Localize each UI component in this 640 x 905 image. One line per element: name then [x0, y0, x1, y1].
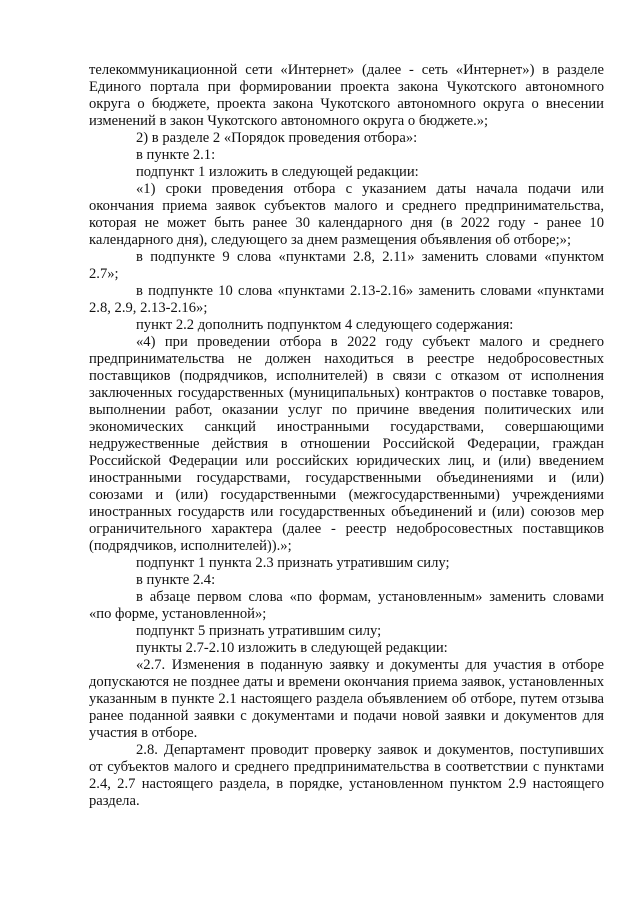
- document-page: [89, 62, 604, 810]
- paragraph-subpoint-9: в подпункте 9 слова «пунктами 2.8, 2.11» заменить словами «пунктом 2.7»;: [89, 249, 604, 282]
- paragraph-point-2-4: в пункте 2.4:: [136, 572, 216, 588]
- paragraph-subpoint-4-text: «4) при проведении отбора в 2022 году субъект малого и среднего предпринимательства не должен находиться в реестре недобросовестных поставщиков (подрядчиков, исполнителей) в связи с отказом от исполнения заключенных государственных (муниципальных) контрактов о поставке товаров, выполнении работ, оказании услуг по причине введения политических или экономических санкций иностранными государствами, совершающими недружественные действия в отношении Российской Федерации, граждан Российской Федерации или российских юридических лиц, и (или) введением иностранными государствами, государственными объединениями и (или) союзами и (или) государственными (межгосударственными) учреждениями иностранных государств или государственных объединений и (или) союзов мер ограничительного характера (далее - реестр недобросовестных поставщиков (подрядчиков, исполнителей)).»;: [89, 334, 604, 554]
- paragraph-subpoint-10: в подпункте 10 слова «пунктами 2.13-2.16» заменить словами «пунктами 2.8, 2.9, 2.13-2.16»;: [89, 283, 604, 316]
- paragraph-subpoint-5: подпункт 5 признать утратившим силу;: [136, 623, 382, 639]
- paragraph-subpoint-1: подпункт 1 изложить в следующей редакции:: [136, 164, 419, 180]
- paragraph-point-2-2: пункт 2.2 дополнить подпунктом 4 следующего содержания:: [136, 317, 514, 333]
- paragraph-point-2-3: подпункт 1 пункта 2.3 признать утратившим силу;: [136, 555, 450, 571]
- paragraph-section-2: 2) в разделе 2 «Порядок проведения отбора»:: [136, 130, 418, 146]
- paragraph-first-abzac: в абзаце первом слова «по формам, установленным» заменить словами «по форме, установленной»;: [89, 589, 604, 622]
- paragraph-points-2-7-2-10: пункты 2.7-2.10 изложить в следующей редакции:: [136, 640, 448, 656]
- paragraph-point-2-8: 2.8. Департамент проводит проверку заявок и документов, поступивших от субъектов малого и среднего предпринимательства в соответствии с пунктами 2.4, 2.7 настоящего раздела, в порядке, установленном пунктом 2.9 настоящего раздела.: [89, 742, 604, 809]
- paragraph-subpoint-1-text: «1) сроки проведения отбора с указанием даты начала подачи или окончания приема заявок субъектов малого и среднего предпринимательства, которая не может быть ранее 30 календарного дня (в 2022 году - ранее 10 календарного дня), следующего за днем размещения объявления об отборе;»;: [89, 181, 604, 248]
- paragraph-continuation: телекоммуникационной сети «Интернет» (далее - сеть «Интернет») в разделе Единого портала при формировании проекта закона Чукотского автономного округа о бюджете, проекта закона Чукотского автономного округа о внесении изменений в закон Чукотского автономного округа о бюджете.»;: [89, 62, 604, 129]
- paragraph-point-2-1: в пункте 2.1:: [136, 147, 216, 163]
- paragraph-point-2-7: «2.7. Изменения в поданную заявку и документы для участия в отборе допускаются не позднее даты и времени окончания приема заявок, установленных указанным в пункте 2.1 настоящего раздела объявлением об отборе, путем отзыва ранее поданной заявки с документами и подачи новой заявки и документов для участия в отборе.: [89, 657, 604, 741]
